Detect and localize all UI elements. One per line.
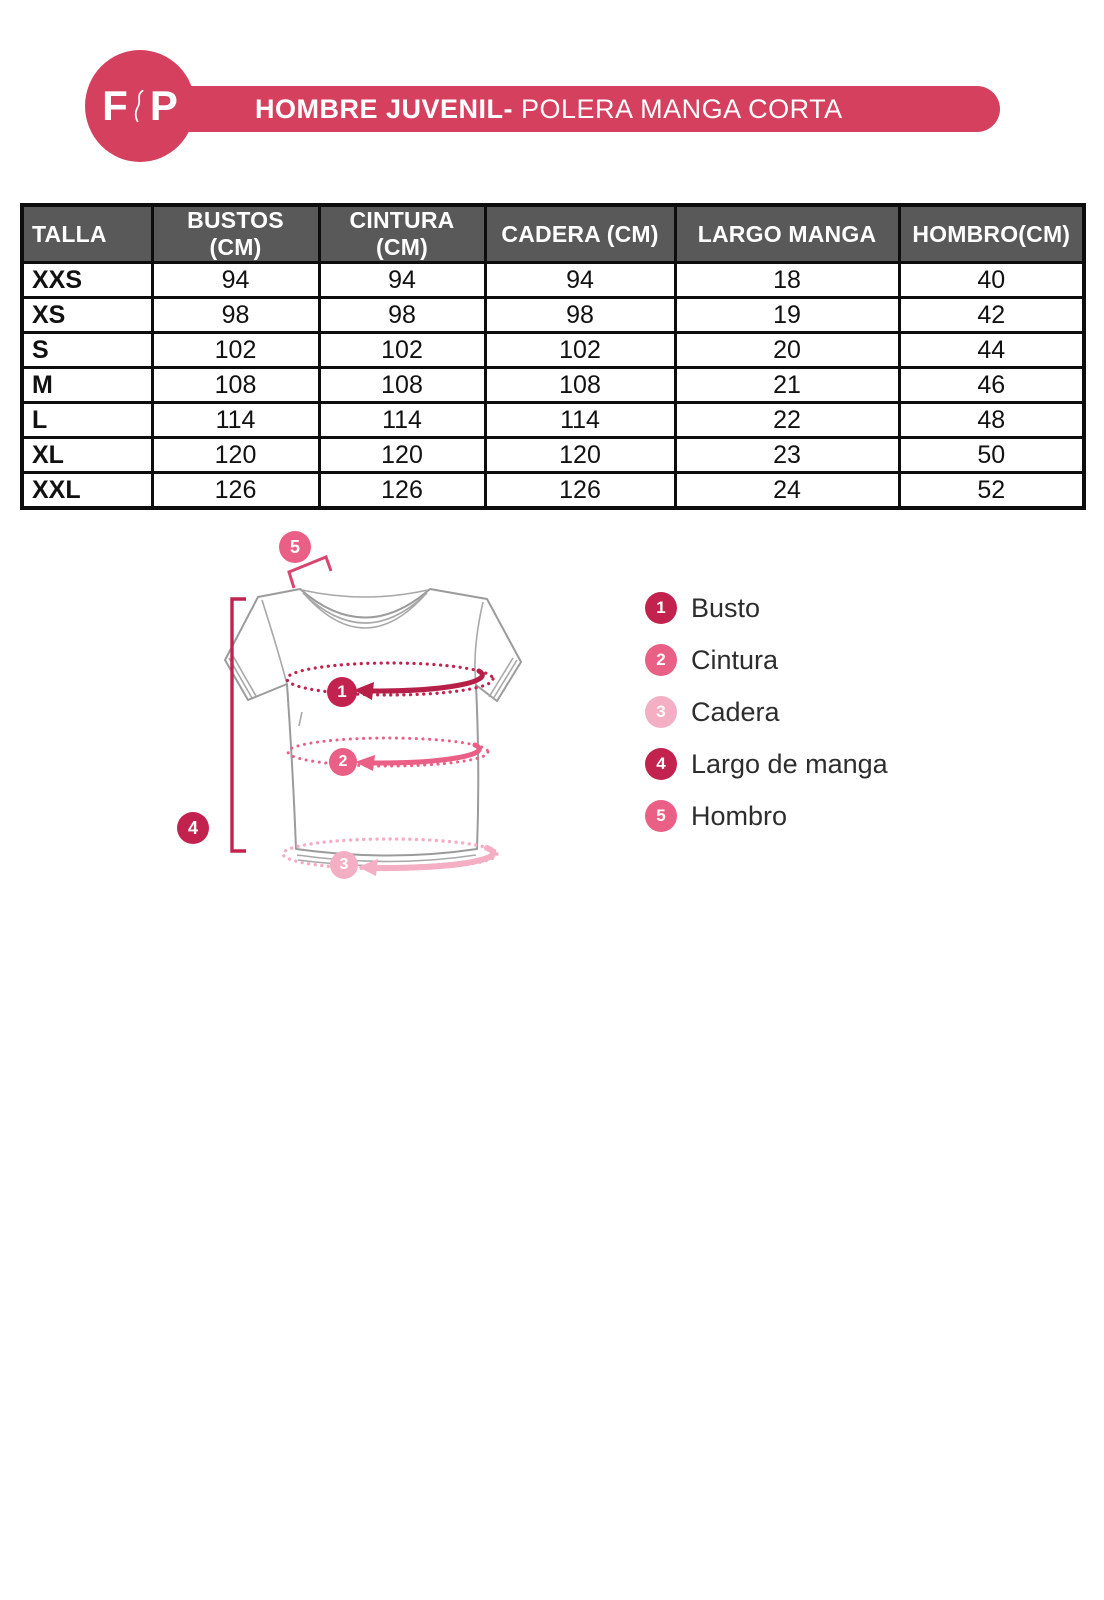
size-cell: 24	[675, 473, 899, 509]
size-cell: 120	[319, 438, 485, 473]
marker-shoulder: 5	[279, 531, 311, 563]
table-row	[22, 298, 1084, 333]
size-cell: 114	[319, 403, 485, 438]
column-header-bustos: BUSTOS (CM)	[152, 205, 319, 263]
column-header-largo-manga: LARGO MANGA	[675, 205, 899, 263]
size-cell: 40	[899, 263, 1084, 298]
size-cell: 18	[675, 263, 899, 298]
size-label-cell: XS	[22, 298, 152, 333]
logo-s-curve-icon	[131, 83, 147, 129]
page-title-category: HOMBRE JUVENIL-	[255, 93, 514, 124]
size-cell: 20	[675, 333, 899, 368]
size-label-cell: XL	[22, 438, 152, 473]
column-header-hombro: HOMBRO(CM)	[899, 205, 1084, 263]
size-cell: 50	[899, 438, 1084, 473]
size-chart-table	[20, 203, 1086, 510]
legend-item-hombro	[645, 800, 888, 832]
legend-dot-3: 3	[645, 696, 677, 728]
legend-dot-2: 2	[645, 644, 677, 676]
size-cell: 98	[485, 298, 675, 333]
size-cell: 98	[152, 298, 319, 333]
table-row	[22, 368, 1084, 403]
size-cell: 108	[485, 368, 675, 403]
measurement-legend	[645, 592, 888, 832]
size-cell: 108	[152, 368, 319, 403]
legend-label-busto: Busto	[691, 592, 761, 623]
size-cell: 126	[319, 473, 485, 509]
size-cell: 42	[899, 298, 1084, 333]
size-label-cell: S	[22, 333, 152, 368]
legend-label-cadera: Cadera	[691, 696, 780, 727]
size-cell: 114	[152, 403, 319, 438]
size-cell: 120	[152, 438, 319, 473]
legend-dot-1: 1	[645, 592, 677, 624]
legend-item-busto	[645, 592, 888, 624]
size-cell: 114	[485, 403, 675, 438]
size-cell: 46	[899, 368, 1084, 403]
table-row	[22, 438, 1084, 473]
column-header-cintura: CINTURA (CM)	[319, 205, 485, 263]
legend-dot-5: 5	[645, 800, 677, 832]
table-row	[22, 403, 1084, 438]
page-title	[255, 86, 843, 132]
size-label-cell: XXS	[22, 263, 152, 298]
size-cell: 98	[319, 298, 485, 333]
size-cell: 108	[319, 368, 485, 403]
tshirt-outline-icon	[225, 589, 521, 856]
marker-hip: 3	[330, 851, 358, 879]
legend-item-cintura	[645, 644, 888, 676]
size-label-cell: L	[22, 403, 152, 438]
brand-logo	[85, 50, 195, 162]
legend-dot-4: 4	[645, 748, 677, 780]
column-header-cadera: CADERA (CM)	[485, 205, 675, 263]
size-cell: 126	[485, 473, 675, 509]
logo-letter-p: P	[149, 82, 178, 129]
size-cell: 94	[152, 263, 319, 298]
size-cell: 19	[675, 298, 899, 333]
logo-letter-f: F	[102, 82, 128, 129]
tshirt-measurement-diagram	[150, 500, 620, 900]
legend-label-largo-manga: Largo de manga	[691, 748, 888, 779]
size-cell: 48	[899, 403, 1084, 438]
marker-bust: 1	[327, 677, 357, 707]
size-cell: 120	[485, 438, 675, 473]
column-header-talla: TALLA	[22, 205, 152, 263]
size-cell: 23	[675, 438, 899, 473]
table-header-row	[22, 205, 1084, 263]
size-cell: 21	[675, 368, 899, 403]
size-label-cell: M	[22, 368, 152, 403]
page-title-product: POLERA MANGA CORTA	[513, 93, 843, 124]
legend-item-cadera	[645, 696, 888, 728]
size-cell: 52	[899, 473, 1084, 509]
legend-label-cintura: Cintura	[691, 644, 779, 675]
size-cell: 102	[152, 333, 319, 368]
size-cell: 102	[319, 333, 485, 368]
size-label-cell: XXL	[22, 473, 152, 509]
marker-waist: 2	[329, 748, 357, 776]
legend-item-largo-manga	[645, 748, 888, 780]
size-cell: 102	[485, 333, 675, 368]
marker-sleeve-length: 4	[177, 812, 209, 844]
table-row	[22, 333, 1084, 368]
size-cell: 94	[319, 263, 485, 298]
legend-label-hombro: Hombro	[691, 800, 788, 831]
table-row	[22, 263, 1084, 298]
size-cell: 22	[675, 403, 899, 438]
size-cell: 44	[899, 333, 1084, 368]
size-cell: 94	[485, 263, 675, 298]
size-cell: 126	[152, 473, 319, 509]
